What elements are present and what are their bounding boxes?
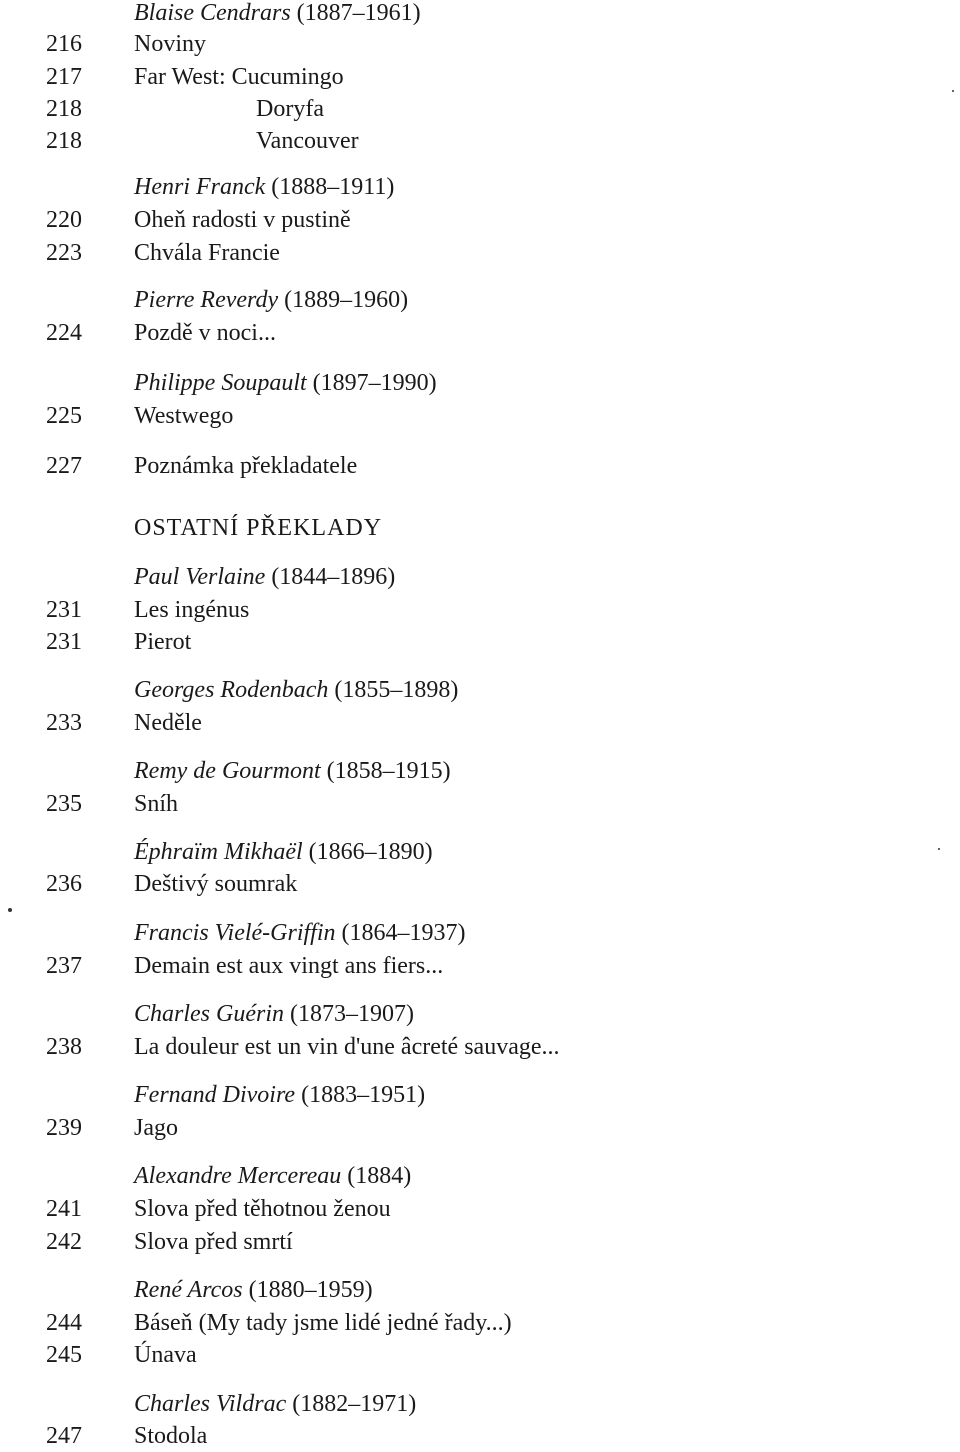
author-line: [134, 1079, 425, 1111]
author-line: [134, 561, 395, 593]
toc-entry: [0, 1307, 960, 1339]
toc-entry: [0, 317, 960, 349]
author-heading: [0, 674, 960, 706]
author-years: (1880–1959): [248, 1277, 373, 1303]
author-name: Fernand Divoire: [134, 1082, 296, 1108]
entry-title: Sníh: [134, 791, 179, 817]
entry-title: Slova před těhotnou ženou: [134, 1196, 391, 1222]
page-number: 217: [46, 64, 82, 90]
author-name: Paul Verlaine: [134, 564, 266, 590]
toc-entry: [0, 707, 960, 739]
page-number: 216: [46, 31, 82, 57]
toc-entry: [0, 950, 960, 982]
toc-entry: [0, 1420, 960, 1452]
toc-entry: [0, 28, 960, 60]
toc-entry: [0, 125, 960, 157]
author-years: (1858–1915): [326, 758, 451, 784]
author-heading: [0, 561, 960, 593]
author-heading: [0, 917, 960, 949]
author-line: [134, 0, 421, 29]
author-years: (1884): [347, 1163, 412, 1189]
author-line: [134, 1388, 416, 1420]
author-name: Charles Vildrac: [134, 1391, 287, 1417]
page-number: 239: [46, 1115, 82, 1141]
author-line: [134, 917, 466, 949]
entry-title: Far West: Cucumingo: [134, 64, 344, 90]
entry-title: Slova před smrtí: [134, 1229, 293, 1255]
page-number: 241: [46, 1196, 82, 1222]
stray-mark: [938, 848, 940, 850]
author-name: Pierre Reverdy: [134, 287, 279, 313]
page-number: 237: [46, 953, 82, 979]
author-line: [134, 998, 414, 1030]
page-number: 227: [46, 453, 82, 479]
toc-entry: [0, 1339, 960, 1371]
page-number: 238: [46, 1034, 82, 1060]
page-number: 245: [46, 1342, 82, 1368]
author-name: Charles Guérin: [134, 1001, 284, 1027]
entry-title: Pierot: [134, 629, 192, 655]
page-number: 247: [46, 1423, 82, 1449]
stray-mark: [952, 90, 954, 92]
page-number: 231: [46, 629, 82, 655]
page-number: 235: [46, 791, 82, 817]
author-years: (1883–1951): [301, 1082, 426, 1108]
page-number: 242: [46, 1229, 82, 1255]
page-number: 220: [46, 207, 82, 233]
author-name: Georges Rodenbach: [134, 677, 329, 703]
author-years: (1855–1898): [334, 677, 459, 703]
author-heading: [0, 367, 960, 399]
page-number: 244: [46, 1310, 82, 1336]
toc-entry: [0, 450, 960, 482]
page-number: 236: [46, 871, 82, 897]
entry-title: Báseň (My tady jsme lidé jedné řady...): [134, 1310, 512, 1336]
page-number: 218: [46, 128, 82, 154]
toc-entry: [0, 594, 960, 626]
entry-title: Únava: [134, 1342, 197, 1368]
author-line: [134, 171, 394, 203]
author-years: (1844–1896): [271, 564, 396, 590]
toc-entry: [0, 93, 960, 125]
author-name: Éphraïm Mikhaël: [134, 839, 303, 865]
toc-entry: [0, 400, 960, 432]
author-heading: [0, 1160, 960, 1192]
author-name: Henri Franck: [134, 174, 266, 200]
author-heading: [0, 1274, 960, 1306]
entry-title: Neděle: [134, 710, 202, 736]
author-line: [134, 1274, 373, 1306]
toc-entry: [0, 61, 960, 93]
author-heading: [0, 755, 960, 787]
author-name: Blaise Cendrars: [134, 0, 291, 26]
toc-entry: [0, 1031, 960, 1063]
author-years: (1888–1911): [271, 174, 395, 200]
author-years: (1889–1960): [284, 287, 409, 313]
toc-entry: [0, 204, 960, 236]
page-number: 223: [46, 240, 82, 266]
entry-title: Vancouver: [256, 128, 359, 154]
author-name: Francis Vielé-Griffin: [134, 920, 336, 946]
author-name: Remy de Gourmont: [134, 758, 321, 784]
author-name: Alexandre Mercereau: [134, 1163, 342, 1189]
entry-title: Poznámka překladatele: [134, 453, 358, 479]
page-number: 231: [46, 597, 82, 623]
author-line: [134, 674, 458, 706]
author-years: (1887–1961): [296, 0, 421, 26]
toc-entry: [0, 788, 960, 820]
author-line: [134, 367, 437, 399]
author-name: René Arcos: [134, 1277, 243, 1303]
entry-title: Chvála Francie: [134, 240, 280, 266]
toc-entry: [0, 626, 960, 658]
toc-entry: [0, 868, 960, 900]
entry-title: Westwego: [134, 403, 234, 429]
section-heading: [0, 512, 960, 544]
author-line: [134, 284, 408, 316]
entry-title: La douleur est un vin d'une âcreté sauvage...: [134, 1034, 560, 1060]
author-line: [134, 755, 451, 787]
page-number: 233: [46, 710, 82, 736]
section-title: OSTATNÍ PŘEKLADY: [134, 515, 383, 541]
author-heading: [0, 0, 960, 29]
author-years: (1882–1971): [292, 1391, 417, 1417]
entry-title: Jago: [134, 1115, 178, 1141]
entry-title: Oheň radosti v pustině: [134, 207, 351, 233]
author-heading: [0, 284, 960, 316]
author-years: (1866–1890): [308, 839, 433, 865]
entry-title: Noviny: [134, 31, 206, 57]
page-number: 224: [46, 320, 82, 346]
author-line: [134, 836, 433, 868]
toc-entry: [0, 1226, 960, 1258]
entry-title: Les ingénus: [134, 597, 250, 623]
author-years: (1873–1907): [290, 1001, 414, 1027]
entry-title: Doryfa: [256, 96, 324, 122]
author-years: (1864–1937): [341, 920, 466, 946]
author-heading: [0, 1388, 960, 1420]
author-line: [134, 1160, 411, 1192]
toc-entry: [0, 1112, 960, 1144]
page-number: 225: [46, 403, 82, 429]
author-heading: [0, 836, 960, 868]
author-heading: [0, 171, 960, 203]
author-years: (1897–1990): [312, 370, 437, 396]
author-heading: [0, 998, 960, 1030]
stray-mark: [8, 908, 12, 912]
entry-title: Pozdě v noci...: [134, 320, 276, 346]
entry-title: Stodola: [134, 1423, 208, 1449]
author-heading: [0, 1079, 960, 1111]
toc-entry: [0, 237, 960, 269]
page-number: 218: [46, 96, 82, 122]
toc-entry: [0, 1193, 960, 1225]
entry-title: Deštivý soumrak: [134, 871, 298, 897]
entry-title: Demain est aux vingt ans fiers...: [134, 953, 444, 979]
author-name: Philippe Soupault: [134, 370, 307, 396]
